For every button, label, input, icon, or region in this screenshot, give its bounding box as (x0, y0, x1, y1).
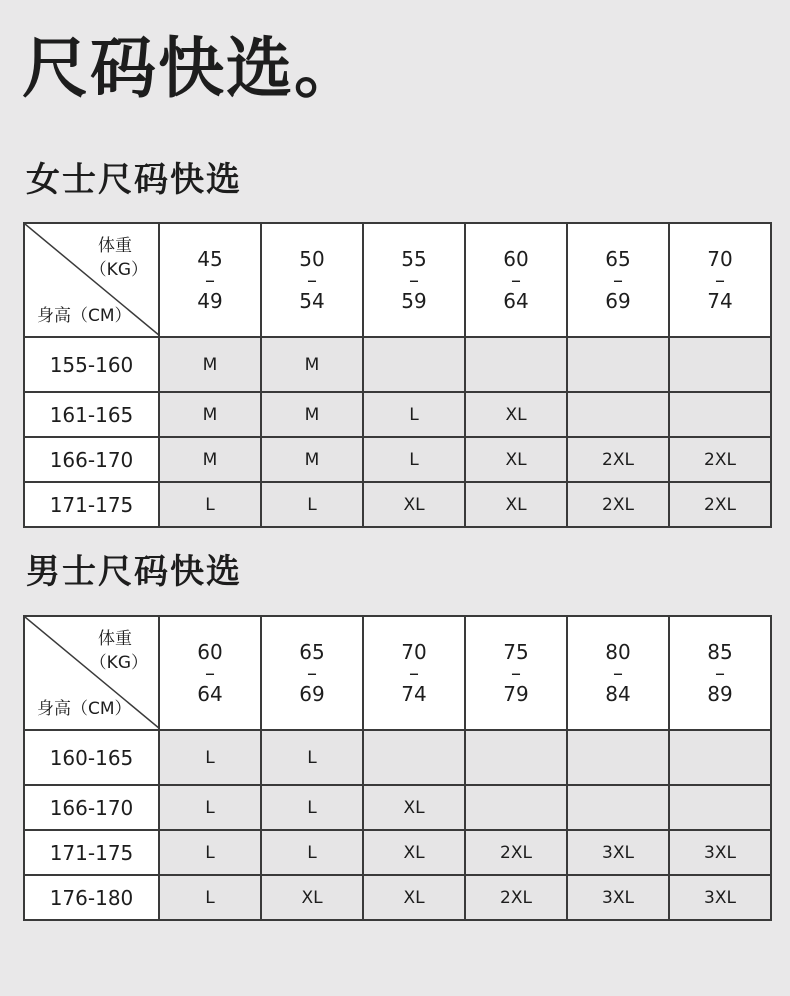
weight-to: 54 (299, 288, 325, 313)
table-row (24, 392, 771, 437)
size-cell: L (261, 730, 363, 785)
weight-dash: – (613, 660, 623, 685)
size-cell: 3XL (669, 875, 771, 920)
corner-cell (24, 223, 159, 337)
size-cell: 2XL (669, 482, 771, 527)
table-row (24, 730, 771, 785)
size-cell: 2XL (465, 830, 567, 875)
size-cell (363, 730, 465, 785)
weight-dash: – (409, 660, 419, 685)
weight-range-header (363, 616, 465, 730)
size-cell: XL (363, 830, 465, 875)
size-cell: 3XL (669, 830, 771, 875)
men-size-table (23, 615, 772, 921)
size-cell: 2XL (567, 437, 669, 482)
weight-unit-label: （KG） (89, 260, 148, 280)
size-cell (669, 730, 771, 785)
weight-range-header (465, 616, 567, 730)
size-cell: L (261, 482, 363, 527)
women-size-table (23, 222, 772, 528)
size-cell: 2XL (567, 482, 669, 527)
height-range-cell: 166-170 (24, 785, 159, 830)
weight-to: 84 (605, 681, 631, 706)
weight-range-header (159, 223, 261, 337)
women-table-body (24, 223, 771, 527)
weight-to: 69 (605, 288, 631, 313)
table-row (24, 437, 771, 482)
size-cell: L (159, 875, 261, 920)
size-cell: 3XL (567, 875, 669, 920)
weight-dash: – (715, 267, 725, 292)
size-cell (465, 337, 567, 392)
weight-to: 79 (503, 681, 529, 706)
table-row (24, 337, 771, 392)
weight-range-header (159, 616, 261, 730)
height-axis-label: 身高（CM） (37, 699, 132, 719)
table-row (24, 482, 771, 527)
weight-from: 55 (401, 246, 427, 271)
weight-from: 70 (401, 639, 427, 664)
size-cell: L (159, 830, 261, 875)
weight-from: 70 (707, 246, 733, 271)
size-cell: XL (261, 875, 363, 920)
size-cell: M (159, 437, 261, 482)
weight-dash: – (715, 660, 725, 685)
page-title: 尺码快选。 (22, 30, 362, 107)
weight-range-header (363, 223, 465, 337)
size-cell (567, 730, 669, 785)
size-cell: XL (363, 482, 465, 527)
weight-from: 75 (503, 639, 529, 664)
size-cell: M (261, 337, 363, 392)
size-cell: 2XL (465, 875, 567, 920)
women-section-title: 女士尺码快选 (26, 160, 242, 200)
height-range-cell: 160-165 (24, 730, 159, 785)
weight-dash: – (205, 267, 215, 292)
size-cell: XL (363, 875, 465, 920)
height-range-cell: 155-160 (24, 337, 159, 392)
weight-axis-label: 体重 (98, 236, 132, 256)
size-cell (363, 337, 465, 392)
weight-axis-label: 体重 (98, 629, 132, 649)
header-row (24, 223, 771, 337)
weight-dash: – (409, 267, 419, 292)
corner-cell (24, 616, 159, 730)
weight-to: 49 (197, 288, 223, 313)
size-cell: L (159, 730, 261, 785)
size-cell: L (261, 830, 363, 875)
size-cell: XL (363, 785, 465, 830)
weight-from: 85 (707, 639, 733, 664)
size-cell: XL (465, 482, 567, 527)
weight-to: 89 (707, 681, 733, 706)
header-row (24, 616, 771, 730)
size-cell (669, 785, 771, 830)
weight-from: 45 (197, 246, 223, 271)
weight-from: 65 (605, 246, 631, 271)
weight-range-header (567, 616, 669, 730)
weight-dash: – (307, 267, 317, 292)
weight-range-header (261, 223, 363, 337)
size-cell (465, 785, 567, 830)
height-range-cell: 161-165 (24, 392, 159, 437)
size-cell (567, 785, 669, 830)
height-range-cell: 171-175 (24, 482, 159, 527)
weight-dash: – (613, 267, 623, 292)
weight-unit-label: （KG） (89, 653, 148, 673)
weight-range-header (465, 223, 567, 337)
weight-dash: – (511, 660, 521, 685)
size-cell: L (159, 482, 261, 527)
size-cell: M (261, 437, 363, 482)
size-cell: L (363, 437, 465, 482)
size-cell: L (261, 785, 363, 830)
size-cell (669, 337, 771, 392)
weight-to: 64 (197, 681, 223, 706)
weight-to: 69 (299, 681, 325, 706)
size-cell: XL (465, 437, 567, 482)
size-cell (465, 730, 567, 785)
table-row (24, 830, 771, 875)
men-table-body (24, 616, 771, 920)
weight-dash: – (307, 660, 317, 685)
weight-to: 74 (401, 681, 427, 706)
men-section-title: 男士尺码快选 (26, 552, 242, 592)
weight-range-header (567, 223, 669, 337)
height-range-cell: 176-180 (24, 875, 159, 920)
size-cell: L (363, 392, 465, 437)
size-cell: L (159, 785, 261, 830)
size-cell: XL (465, 392, 567, 437)
weight-dash: – (205, 660, 215, 685)
weight-range-header (261, 616, 363, 730)
size-cell: 2XL (669, 437, 771, 482)
size-cell: M (159, 392, 261, 437)
size-cell: M (261, 392, 363, 437)
size-cell: 3XL (567, 830, 669, 875)
table-row (24, 785, 771, 830)
table-row (24, 875, 771, 920)
weight-dash: – (511, 267, 521, 292)
height-range-cell: 166-170 (24, 437, 159, 482)
size-cell: M (159, 337, 261, 392)
size-cell (567, 392, 669, 437)
weight-range-header (669, 223, 771, 337)
weight-from: 80 (605, 639, 631, 664)
weight-from: 60 (197, 639, 223, 664)
weight-range-header (669, 616, 771, 730)
size-cell (669, 392, 771, 437)
size-cell (567, 337, 669, 392)
weight-to: 64 (503, 288, 529, 313)
weight-from: 60 (503, 246, 529, 271)
weight-to: 59 (401, 288, 427, 313)
weight-from: 65 (299, 639, 325, 664)
height-axis-label: 身高（CM） (37, 306, 132, 326)
weight-from: 50 (299, 246, 325, 271)
weight-to: 74 (707, 288, 733, 313)
height-range-cell: 171-175 (24, 830, 159, 875)
